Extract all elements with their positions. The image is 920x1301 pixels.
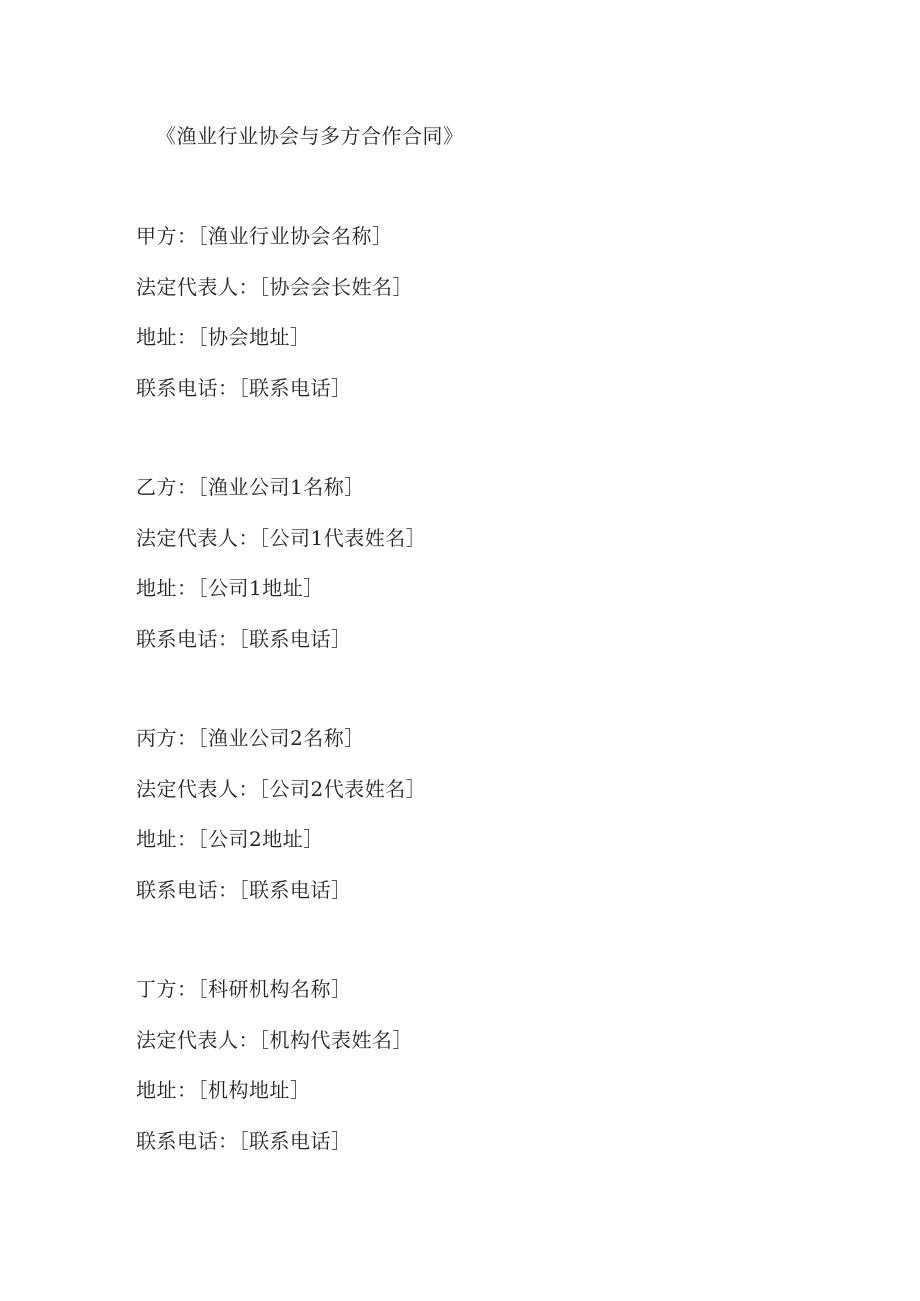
party-c-phone: 联系电话：［联系电话］ xyxy=(136,877,352,902)
party-d-block xyxy=(136,975,836,1177)
party-d-name: 丁方：［科研机构名称］ xyxy=(136,977,352,1001)
party-a-name: 甲方：［渔业行业协会名称］ xyxy=(136,224,393,248)
party-d-address: 地址：［机构地址］ xyxy=(136,1078,311,1102)
party-b-phone: 联系电话：［联系电话］ xyxy=(136,626,352,651)
party-b-address: 地址：［公司1地址］ xyxy=(136,576,324,600)
party-b-representative: 法定代表人：［公司1代表姓名］ xyxy=(136,525,427,550)
party-b-name: 乙方：［渔业公司1名称］ xyxy=(136,475,365,499)
party-b-block xyxy=(136,473,836,675)
party-d-representative: 法定代表人：［机构代表姓名］ xyxy=(136,1027,413,1052)
party-c-name: 丙方：［渔业公司2名称］ xyxy=(136,726,365,750)
party-d-phone: 联系电话：［联系电话］ xyxy=(136,1128,352,1153)
party-a-representative: 法定代表人：［协会会长姓名］ xyxy=(136,274,413,299)
party-c-address: 地址：［公司2地址］ xyxy=(136,827,324,851)
party-c-block xyxy=(136,724,836,926)
document-title: 《渔业行业协会与多方合作合同》 xyxy=(156,124,464,148)
party-a-address: 地址：［协会地址］ xyxy=(136,325,311,349)
party-c-representative: 法定代表人：［公司2代表姓名］ xyxy=(136,776,427,801)
party-a-phone: 联系电话：［联系电话］ xyxy=(136,375,352,400)
party-a-block xyxy=(136,222,836,424)
